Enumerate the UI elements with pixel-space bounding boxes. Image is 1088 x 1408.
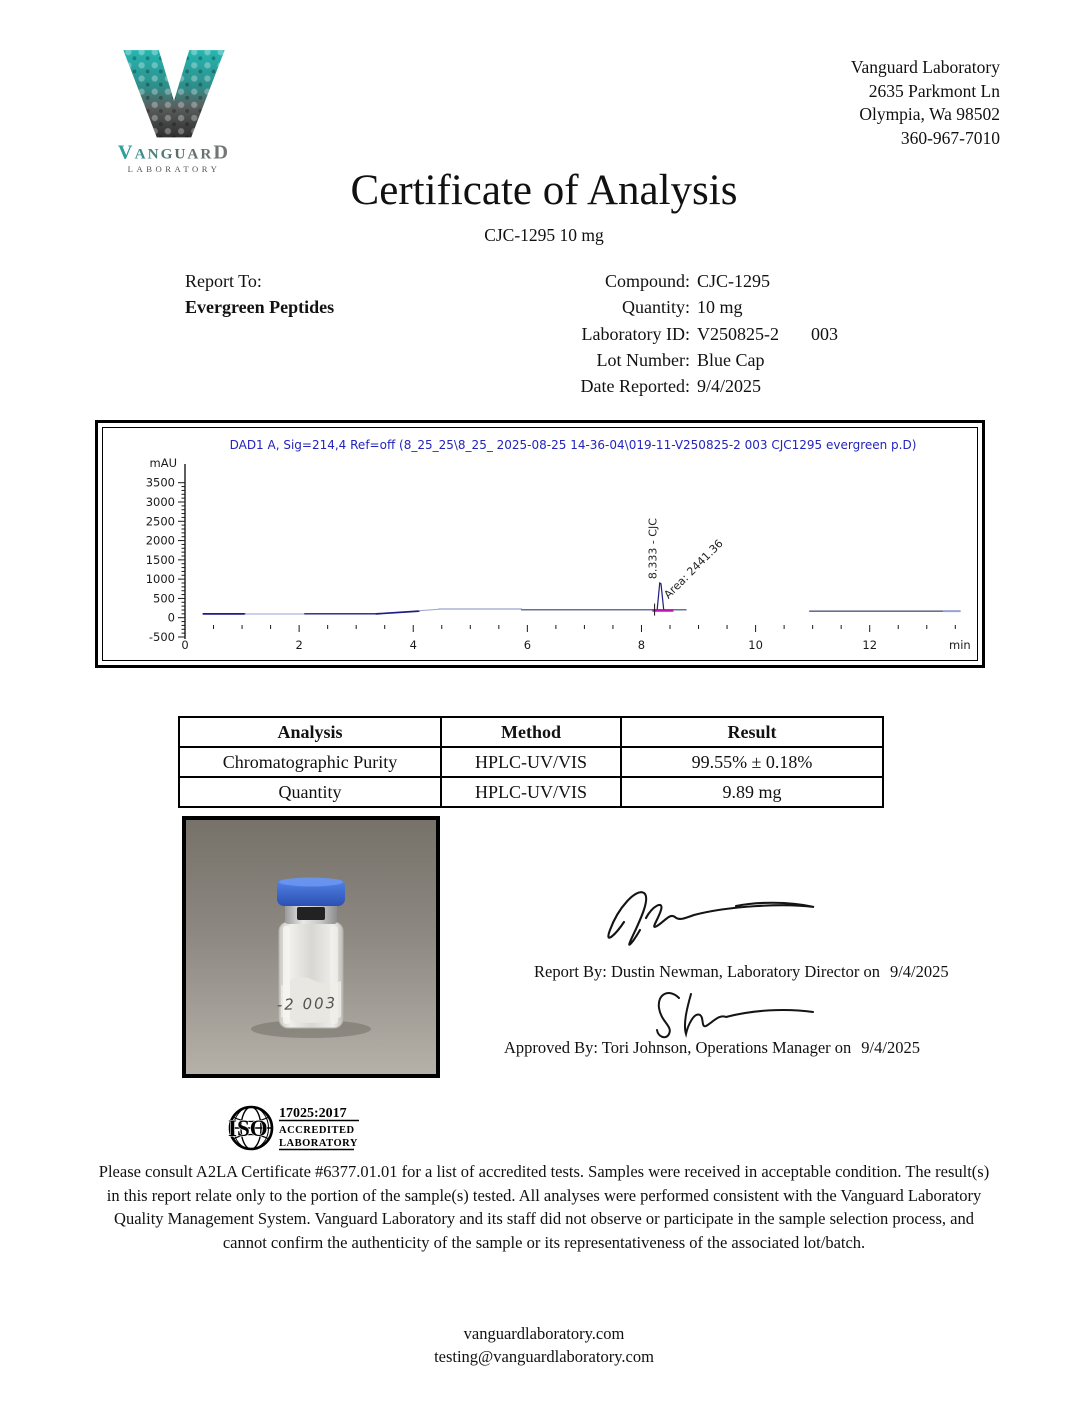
chromatogram-chart xyxy=(103,428,977,660)
header-method: Method xyxy=(441,717,621,747)
svg-text:1000: 1000 xyxy=(145,572,175,587)
approved-by-text: Approved By: Tori Johnson, Operations Manager on xyxy=(504,1038,852,1057)
info-row-date-reported xyxy=(370,373,850,399)
address-line: Olympia, Wa 98502 xyxy=(859,104,1000,124)
svg-text:1500: 1500 xyxy=(145,552,175,567)
field-value: CJC-1295 xyxy=(697,271,771,291)
chart-plot-area xyxy=(146,464,960,652)
svg-text:-500: -500 xyxy=(148,630,175,644)
footer xyxy=(0,1322,1088,1368)
svg-text:8: 8 xyxy=(637,638,646,652)
y-axis-label: mAU xyxy=(149,456,177,470)
approved-date: 9/4/2025 xyxy=(861,1038,920,1057)
footer-website: vanguardlaboratory.com xyxy=(463,1324,625,1343)
sample-info-fields xyxy=(370,268,850,399)
svg-text:12: 12 xyxy=(862,638,878,652)
cell-analysis: Chromatographic Purity xyxy=(179,747,441,777)
cell-method: HPLC-UV/VIS xyxy=(441,777,621,807)
field-label: Laboratory ID: xyxy=(581,323,690,344)
phone-number: 360-967-7010 xyxy=(900,127,1000,148)
header-result: Result xyxy=(621,717,883,747)
address-line: 2635 Parkmont Ln xyxy=(868,80,1000,101)
svg-text:VANGUARD: VANGUARD xyxy=(117,141,231,164)
report-by-line xyxy=(534,962,949,982)
svg-text:Area: 2441.36: Area: 2441.36 xyxy=(661,536,726,602)
field-value: Blue Cap xyxy=(697,349,765,370)
page-title: Certificate of Analysis xyxy=(350,167,738,214)
iso-accredited: ACCREDITED xyxy=(279,1125,355,1136)
cell-method: HPLC-UV/VIS xyxy=(441,747,621,777)
field-label: Quantity: xyxy=(622,297,690,318)
info-row-lot-number xyxy=(370,347,850,373)
disclaimer-text: Please consult A2LA Certificate #6377.01.01 for a list of accredited tests. Samples were received in acceptable condition. The result(s) in this report relate only to the portion of the sample(s) tested. All analyses were performed consistent with the Vanguard Laboratory Quality Management System. Vanguard Laboratory and its staff did not observe or participate in the sample selection process, and cannot confirm the authenticity of the sample or its representativeness of the associated lot/batch. xyxy=(98,1162,990,1252)
iso-text: ISO xyxy=(228,1116,268,1141)
svg-text:2500: 2500 xyxy=(145,514,175,529)
svg-text:6: 6 xyxy=(523,638,532,652)
report-by-signature-icon xyxy=(588,876,823,950)
iso-standard: 17025:2017 xyxy=(279,1106,347,1121)
address-block xyxy=(851,56,1000,150)
svg-text:2: 2 xyxy=(295,638,303,652)
svg-text:10: 10 xyxy=(748,638,763,652)
address-line: Vanguard Laboratory xyxy=(850,57,1000,77)
svg-text:3500: 3500 xyxy=(145,475,175,490)
chromatogram-panel xyxy=(95,420,985,668)
svg-text:500: 500 xyxy=(153,591,175,606)
vial-illustration xyxy=(186,820,436,1074)
svg-text:2000: 2000 xyxy=(145,533,175,548)
approved-by-signature-icon xyxy=(633,986,838,1042)
report-to-block xyxy=(185,268,334,320)
chromatogram-frame xyxy=(102,427,978,661)
info-row-quantity xyxy=(370,294,850,320)
handwritten-label: -2 003 xyxy=(276,993,338,1014)
vial-photo xyxy=(182,816,440,1078)
report-to-label: Report To: xyxy=(185,271,262,291)
info-row-compound xyxy=(370,268,850,294)
logo-v-icon xyxy=(98,48,250,178)
field-value: 10 mg xyxy=(697,297,743,318)
results-table xyxy=(178,716,884,808)
svg-text:0: 0 xyxy=(181,638,189,652)
field-value: 9/4/2025 xyxy=(697,376,762,397)
footer-email: testing@vanguardlaboratory.com xyxy=(434,1347,654,1366)
field-value-secondary: 003 xyxy=(811,323,838,344)
cell-result: 99.55% ± 0.18% xyxy=(621,747,883,777)
svg-text:8.333 - CJC: 8.333 - CJC xyxy=(646,518,660,580)
field-label: Date Reported: xyxy=(580,376,690,397)
vanguard-logo xyxy=(98,48,250,178)
iso-accreditation-badge xyxy=(226,1102,394,1154)
report-by-text: Report By: Dustin Newman, Laboratory Director on xyxy=(534,962,880,981)
field-label: Lot Number: xyxy=(596,349,690,370)
field-value: V250825-2 xyxy=(697,323,779,344)
page-subtitle: CJC-1295 10 mg xyxy=(484,225,604,245)
x-axis-label: min xyxy=(949,638,971,652)
table-header-row xyxy=(179,717,883,747)
field-label: Compound: xyxy=(604,271,690,291)
approved-by-line xyxy=(504,1038,920,1058)
info-row-laboratory-id xyxy=(370,321,850,347)
cell-result: 9.89 mg xyxy=(621,777,883,807)
report-to-value: Evergreen Peptides xyxy=(185,297,335,317)
logo-sub-wordmark: LABORATORY xyxy=(127,163,221,174)
cell-analysis: Quantity xyxy=(179,777,441,807)
chart-title: DAD1 A, Sig=214,4 Ref=off (8_25_25\8_25_ 2025-08-25 14-36-04\019-11-V250825-2 003 CJC1295 evergreen p.D) xyxy=(229,438,917,452)
svg-text:3000: 3000 xyxy=(145,495,175,509)
svg-text:0: 0 xyxy=(167,610,175,625)
table-row xyxy=(179,777,883,807)
report-date: 9/4/2025 xyxy=(889,962,949,981)
iso-laboratory: LABORATORY xyxy=(279,1138,358,1149)
svg-text:4: 4 xyxy=(409,638,417,652)
table-row xyxy=(179,747,883,777)
header-analysis: Analysis xyxy=(179,717,441,747)
